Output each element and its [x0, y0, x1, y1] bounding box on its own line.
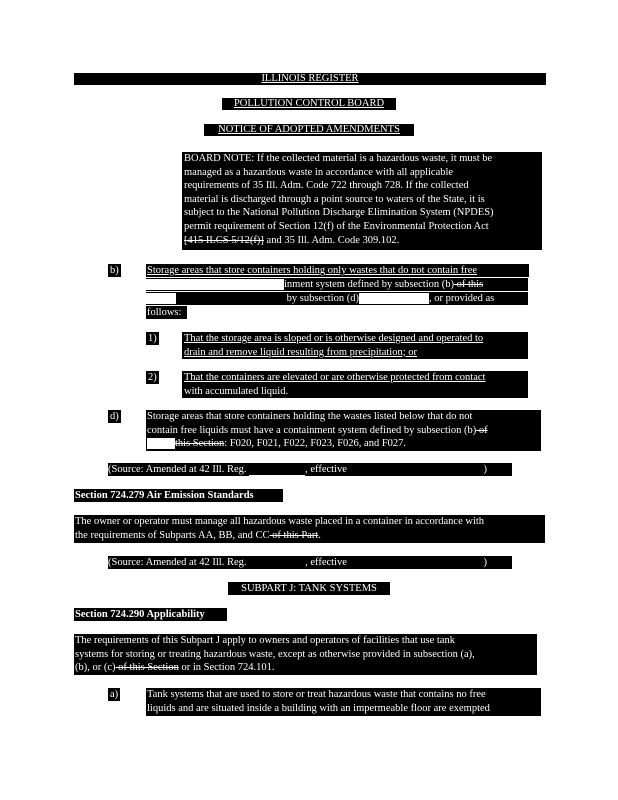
struck-text: of this — [454, 279, 484, 290]
redaction-gap — [146, 279, 284, 290]
blank-field — [350, 557, 484, 568]
section-279-text: the requirements of Subparts AA, BB, and CC — [75, 529, 270, 541]
item-d-text-part: contain free liquids must have a containment system defined by subsection (b) — [147, 424, 477, 436]
item-d-label: d) — [110, 411, 119, 422]
item-a-label: a) — [110, 689, 119, 700]
section-290-heading — [74, 608, 227, 621]
struck-text: of — [476, 424, 488, 436]
source-prefix: (Source: Amended at 42 Ill. Reg. — [108, 557, 250, 568]
item-b-text: Storage areas that store containers holding only wastes that do not contain free — [147, 265, 478, 276]
item-d-text-part: : F020, F021, F022, F023, F026, and F027. — [224, 438, 407, 450]
item-b2-label: 2) — [148, 372, 157, 383]
section-279-line — [75, 529, 545, 543]
item-b-text: inment system defined by subsection (b) — [284, 279, 455, 290]
section-290-line — [75, 661, 537, 675]
item-b1-line: drain and remove liquid resulting from precipitation; or — [184, 346, 417, 358]
board-note-line: permit requirement of Section 12(f) of the Environmental Protection Act — [184, 220, 489, 232]
item-b2-line: That the containers are elevated or are otherwise protected from contact — [184, 372, 486, 383]
item-d-line: Storage areas that store containers holding the wastes listed below that do not — [147, 411, 473, 422]
section-290-line: systems for storing or treating hazardous waste, except as otherwise provided in subsection (a), — [75, 648, 475, 660]
struck-text: of this Part — [269, 529, 319, 541]
register-header — [74, 73, 546, 85]
board-note-line: BOARD NOTE: If the collected material is a hazardous waste, it must be — [184, 153, 493, 164]
item-d-line — [147, 424, 541, 438]
redaction-bar — [179, 293, 287, 304]
board-note-line — [184, 234, 542, 248]
source-note-1 — [108, 463, 512, 476]
struck-text: of this Section — [115, 662, 179, 674]
item-b1-label: 1) — [148, 333, 157, 344]
blank-field — [350, 464, 484, 475]
item-b-line1 — [146, 264, 529, 277]
board-note-line: requirements of 35 Ill. Adm. Code 722 through 728. If the collected — [184, 180, 469, 192]
section-290-text: (b), or (c) — [75, 662, 116, 674]
source-suffix: ) — [483, 557, 488, 568]
board-note-line: managed as a hazardous waste in accordance with all applicable — [184, 166, 454, 178]
item-b2-text — [182, 371, 528, 398]
subpart-title-text: SUBPART J: TANK SYSTEMS — [241, 583, 377, 594]
section-279-body — [74, 515, 545, 543]
struck-text: this Section — [175, 438, 225, 450]
board-note-line: subject to the National Pollution Discharge Elimination System (NPDES) — [184, 207, 494, 219]
board-note-rest: and 35 Ill. Adm. Code 309.102. — [263, 234, 400, 246]
redaction-gap — [146, 293, 176, 304]
item-b1-text — [182, 332, 528, 359]
source-note-2 — [108, 556, 512, 569]
redaction-gap — [147, 438, 175, 449]
item-b-line3 — [146, 292, 528, 305]
board-note-line: material is discharged through a point source to waters of the State, it is — [184, 193, 485, 205]
item-b-text: , or provided as — [428, 293, 495, 304]
blank-field — [249, 464, 305, 476]
item-b-text: follows: — [147, 307, 182, 318]
item-a-text — [146, 688, 541, 716]
source-suffix: ) — [483, 464, 488, 475]
board-header — [222, 98, 396, 110]
board-title: POLLUTION CONTROL BOARD — [233, 98, 385, 109]
item-d-line — [147, 437, 541, 451]
item-b2-line: with accumulated liquid. — [184, 385, 289, 397]
section-290-body — [74, 634, 537, 675]
item-b1-line: That the storage area is sloped or is otherwise designed and operated to — [184, 333, 484, 344]
source-prefix: (Source: Amended at 42 Ill. Reg. — [108, 464, 250, 475]
redaction-gap — [359, 293, 429, 304]
notice-header — [204, 124, 414, 136]
blank-field — [249, 557, 305, 568]
section-279-heading — [74, 489, 283, 502]
section-279-text: . — [318, 529, 321, 541]
section-290-line: The requirements of this Subpart J apply to owners and operators of facilities that use tank — [75, 635, 455, 646]
section-heading-text: Section 724.290 Applicability — [75, 609, 205, 620]
item-a-line: liquids and are situated inside a building with an impermeable floor are exempted — [147, 702, 490, 714]
register-title: ILLINOIS REGISTER — [261, 73, 359, 84]
section-heading-text: Section 724.279 Air Emission Standards — [75, 490, 254, 501]
section-290-text: or in Section 724.101. — [178, 662, 275, 674]
source-middle: , effective — [305, 464, 350, 475]
subpart-j-title — [228, 582, 390, 595]
item-b-label: b) — [110, 265, 119, 276]
item-b-line4 — [146, 306, 187, 319]
item-d-text — [146, 410, 541, 451]
item-b-text: by subsection (d) — [286, 293, 359, 304]
struck-citation: [415 ILCS 5/12(f)] — [184, 234, 264, 246]
notice-title: NOTICE OF ADOPTED AMENDMENTS — [218, 124, 400, 135]
source-middle: , effective — [305, 557, 350, 568]
item-b-line2 — [146, 278, 528, 291]
item-a-line: Tank systems that are used to store or treat hazardous waste that contains no free — [147, 689, 486, 700]
section-279-line: The owner or operator must manage all hazardous waste placed in a container in accordance with — [75, 516, 485, 527]
board-note — [182, 152, 542, 250]
